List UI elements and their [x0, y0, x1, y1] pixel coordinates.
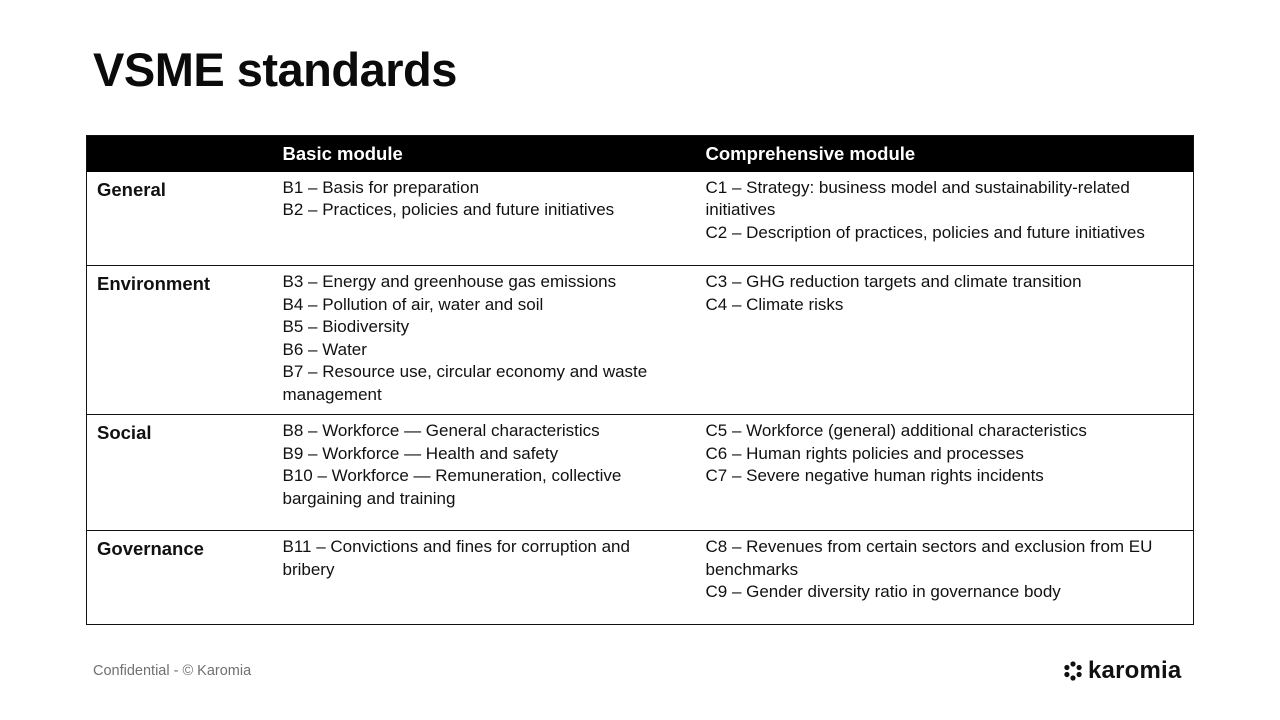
- comprehensive-cell-governance: [696, 531, 1194, 625]
- list-item: B4 – Pollution of air, water and soil: [282, 294, 544, 314]
- list-item: C7 – Severe negative human rights incidents: [705, 466, 1044, 485]
- list-item: C4 – Climate risks: [705, 294, 844, 314]
- confidential-footer: Confidential - © Karomia: [93, 663, 252, 679]
- list-item: C5 – Workforce (general) additional characteristics: [705, 421, 1087, 440]
- comprehensive-cell-environment: [696, 266, 1194, 415]
- header-category: [87, 136, 273, 172]
- comprehensive-cell-general: [696, 172, 1194, 266]
- category-social: Social: [87, 415, 273, 531]
- table-header-row: [87, 136, 1194, 172]
- table-row-social: [87, 415, 1194, 531]
- list-item: C6 – Human rights policies and processes: [705, 443, 1024, 463]
- basic-cell-social: [273, 415, 696, 531]
- list-item: B9 – Workforce — Health and safety: [282, 443, 559, 463]
- table-row-general: [87, 172, 1194, 266]
- list-item: B7 – Resource use, circular economy and waste management: [282, 362, 648, 404]
- header-comprehensive-module: Comprehensive module: [705, 143, 916, 164]
- list-item: C8 – Revenues from certain sectors and exclusion from EU benchmarks: [705, 537, 1153, 579]
- list-item: B6 – Water: [282, 339, 367, 359]
- table-row-governance: [87, 531, 1194, 625]
- logo-wordmark: karomia: [1088, 657, 1182, 684]
- category-general: General: [97, 178, 166, 200]
- list-item: B1 – Basis for preparation: [282, 177, 480, 197]
- comprehensive-cell-social: [696, 415, 1194, 531]
- list-item: C9 – Gender diversity ratio in governance body: [705, 582, 1061, 601]
- list-item: C1 – Strategy: business model and sustainability-related initiatives: [705, 177, 1130, 219]
- list-item: B3 – Energy and greenhouse gas emissions: [282, 272, 617, 291]
- list-item: B8 – Workforce — General characteristics: [282, 421, 600, 440]
- list-item: C2 – Description of practices, policies and future initiatives: [705, 222, 1145, 242]
- vsme-standards-table: [86, 135, 1194, 625]
- list-item: B5 – Biodiversity: [282, 317, 410, 336]
- list-item: C3 – GHG reduction targets and climate transition: [705, 272, 1082, 291]
- basic-cell-governance: [273, 531, 696, 625]
- header-basic-module: Basic module: [282, 143, 403, 164]
- list-item: B10 – Workforce — Remuneration, collective bargaining and training: [282, 466, 622, 508]
- karomia-logo: [1063, 658, 1181, 684]
- list-item: B11 – Convictions and fines for corruption and bribery: [282, 537, 630, 579]
- basic-cell-environment: [273, 266, 696, 415]
- karomia-logo-icon: [1063, 661, 1088, 681]
- slide-title: VSME standards: [93, 43, 457, 96]
- category-governance: Governance: [87, 531, 273, 625]
- basic-cell-general: [273, 172, 696, 266]
- list-item: B2 – Practices, policies and future initiatives: [282, 200, 615, 219]
- category-environment: Environment: [87, 266, 273, 415]
- table-row-environment: [87, 266, 1194, 415]
